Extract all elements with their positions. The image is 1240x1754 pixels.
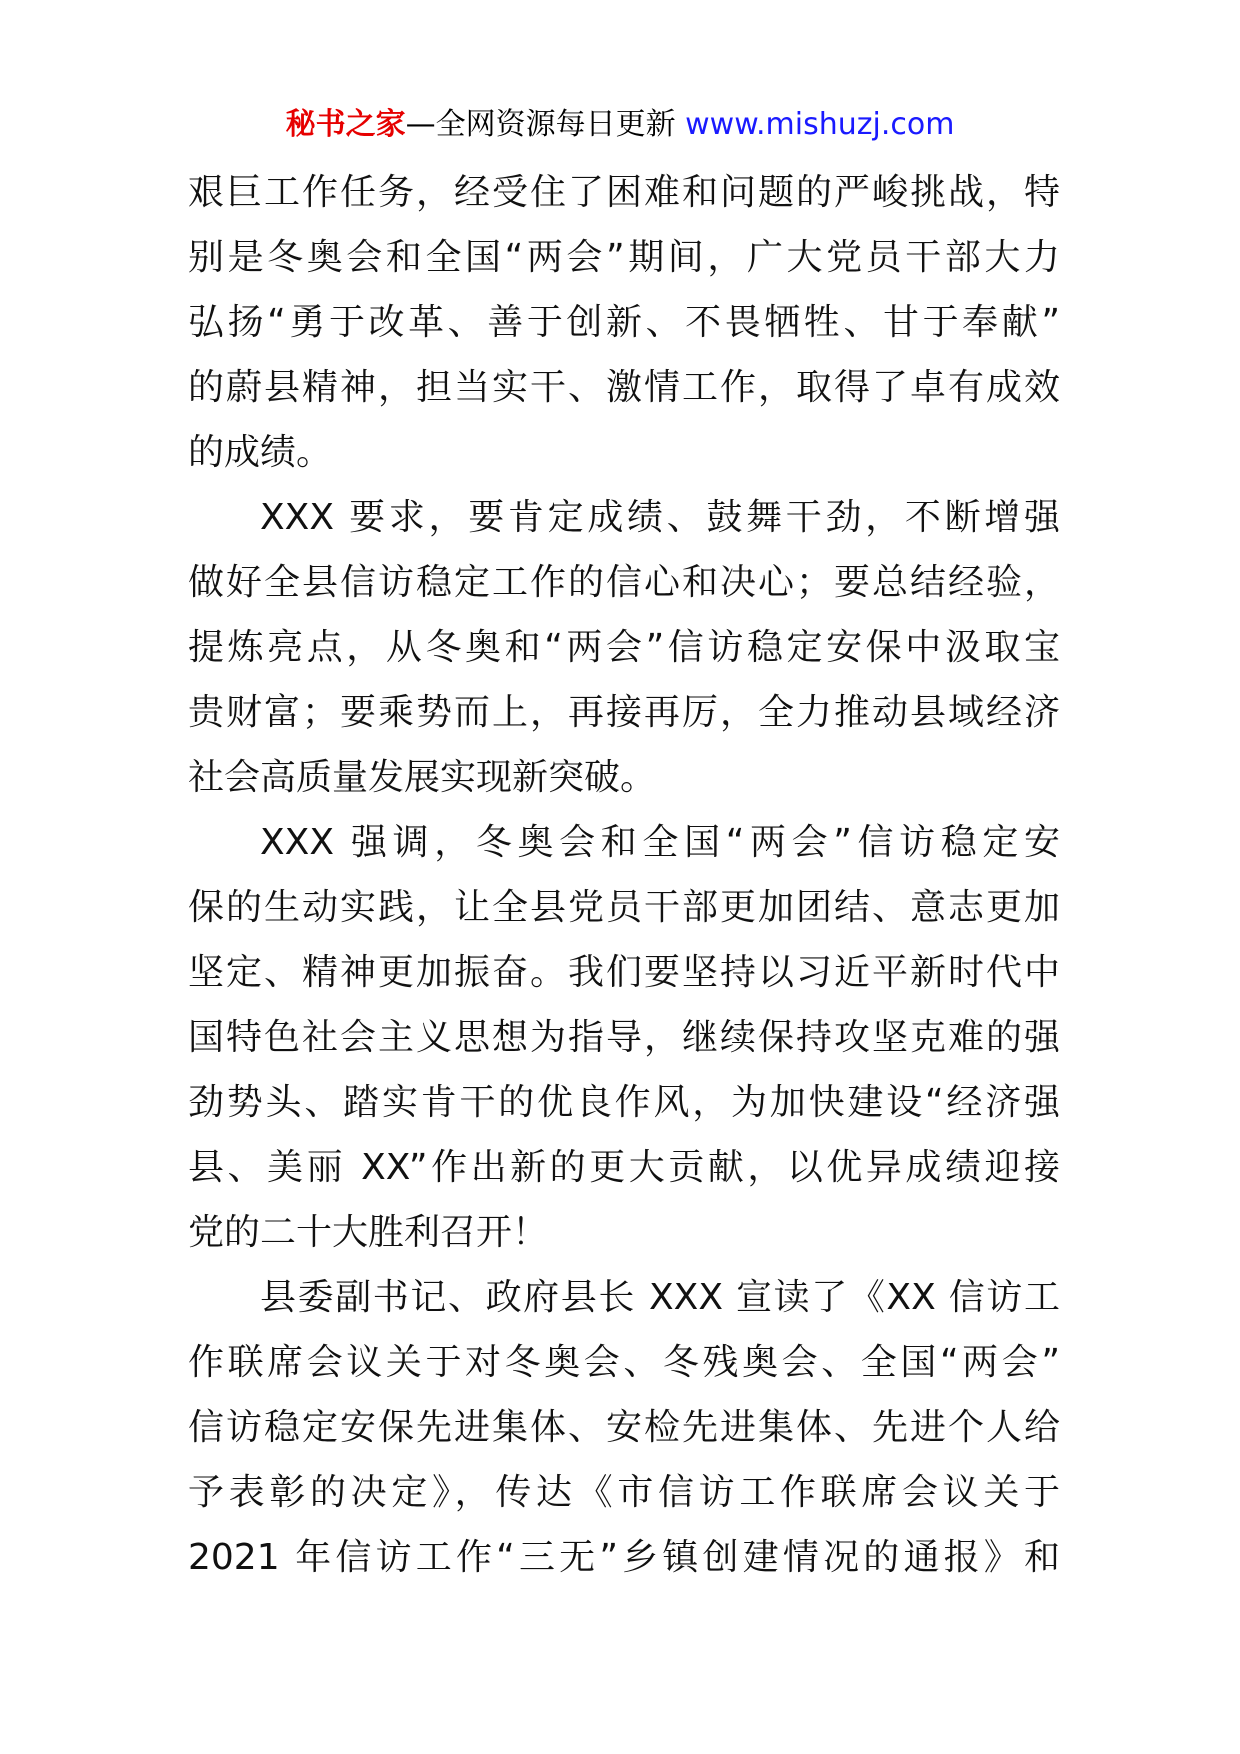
site-header xyxy=(0,103,1240,147)
document-body xyxy=(188,160,1060,1590)
text-line: 2021 年信访工作“三无”乡镇创建情况的通报》和 xyxy=(188,1537,1060,1578)
text-line: 做好全县信访稳定工作的信心和决心；要总结经验， xyxy=(188,562,1060,603)
text-line: 艰巨工作任务，经受住了困难和问题的严峻挑战，特 xyxy=(188,172,1060,213)
text-line: 保的生动实践，让全县党员干部更加团结、意志更加 xyxy=(188,887,1060,928)
text-line: 作联席会议关于对冬奥会、冬残奥会、全国“两会” xyxy=(188,1342,1060,1383)
paragraph-1 xyxy=(188,160,1060,485)
text-line: 贵财富；要乘势而上，再接再厉，全力推动县域经济 xyxy=(188,692,1060,733)
text-line: 县委副书记、政府县长 XXX 宣读了《XX 信访工 xyxy=(260,1277,1060,1318)
text-line: 信访稳定安保先进集体、安检先进集体、先进个人给 xyxy=(188,1407,1060,1448)
text-line: 劲势头、踏实肯干的优良作风，为加快建设“经济强 xyxy=(188,1082,1060,1123)
text-line: 坚定、精神更加振奋。我们要坚持以习近平新时代中 xyxy=(188,952,1060,993)
text-line: 弘扬“勇于改革、善于创新、不畏牺牲、甘于奉献” xyxy=(188,302,1060,343)
site-brand: 秘书之家 xyxy=(285,107,406,142)
text-line: 别是冬奥会和全国“两会”期间，广大党员干部大力 xyxy=(188,237,1060,278)
text-line: 的成绩。 xyxy=(188,432,333,473)
paragraph-4 xyxy=(188,1265,1060,1590)
text-line: 提炼亮点，从冬奥和“两会”信访稳定安保中汲取宝 xyxy=(188,627,1060,668)
text-line: 社会高质量发展实现新突破。 xyxy=(188,757,657,798)
text-line: 国特色社会主义思想为指导，继续保持攻坚克难的强 xyxy=(188,1017,1060,1058)
paragraph-2 xyxy=(188,485,1060,810)
site-url-link[interactable]: www.mishuzj.com xyxy=(685,107,955,142)
text-line: 的蔚县精神，担当实干、激情工作，取得了卓有成效 xyxy=(188,367,1060,408)
text-line: 予表彰的决定》，传达《市信访工作联席会议关于 xyxy=(188,1472,1060,1513)
text-line: XXX 要求，要肯定成绩、鼓舞干劲，不断增强 xyxy=(260,497,1060,538)
paragraph-3 xyxy=(188,810,1060,1265)
site-tagline: —全网资源每日更新 xyxy=(405,107,676,142)
text-line: 县、美丽 XX”作出新的更大贡献，以优异成绩迎接 xyxy=(188,1147,1060,1188)
text-line: 党的二十大胜利召开！ xyxy=(188,1212,549,1253)
text-line: XXX 强调，冬奥会和全国“两会”信访稳定安 xyxy=(260,822,1060,863)
